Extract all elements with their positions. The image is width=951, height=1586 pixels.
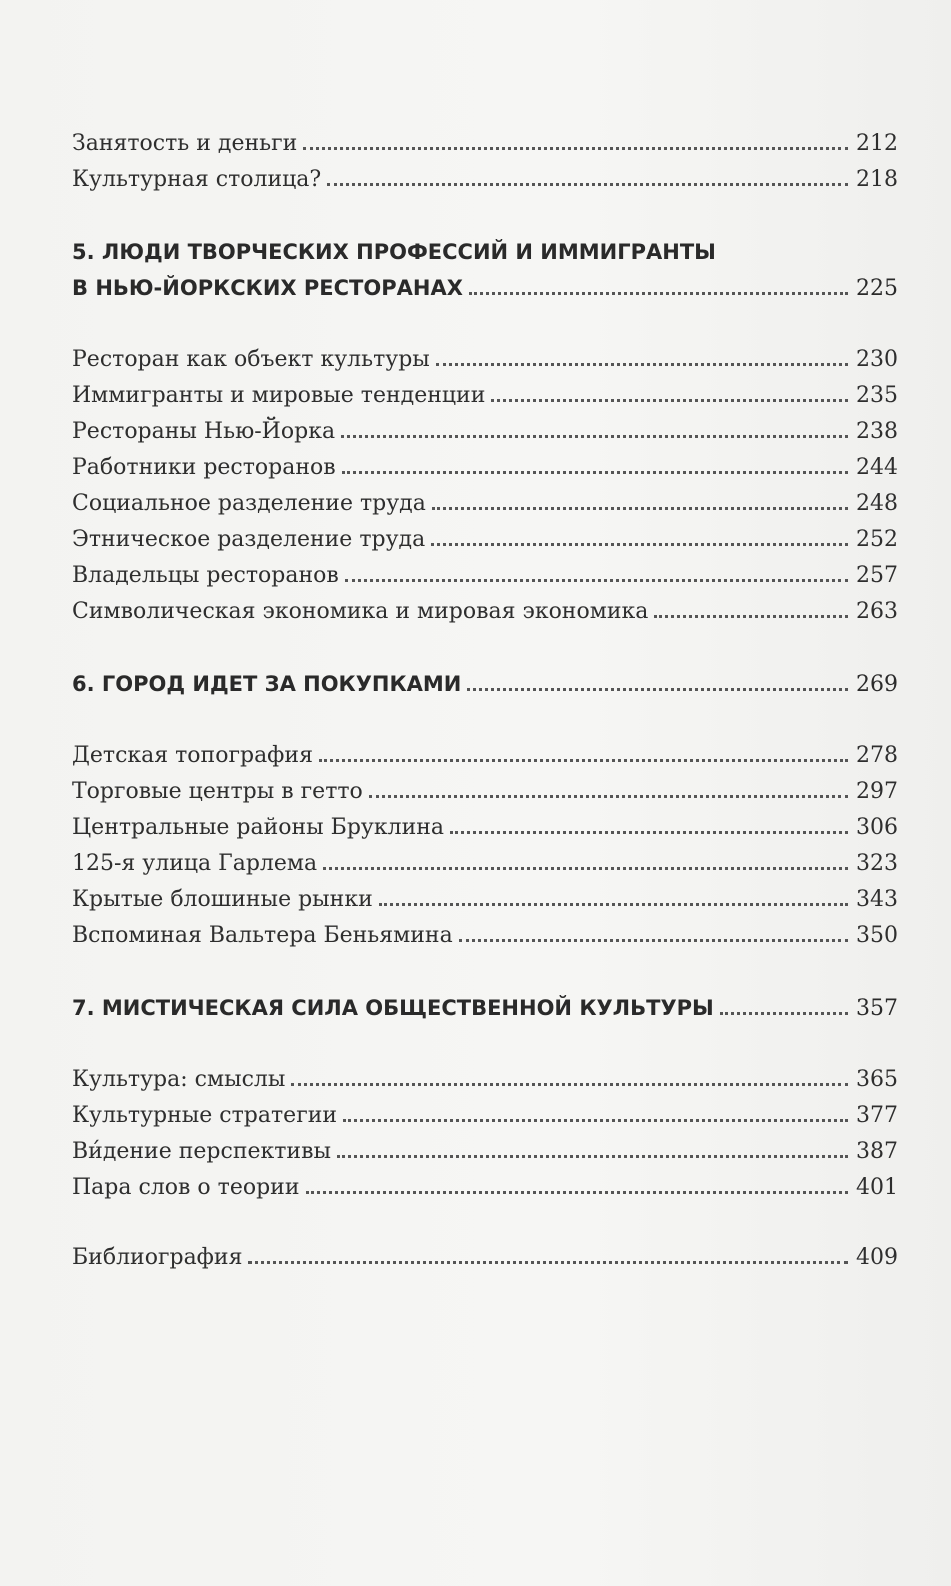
- toc-entry: [72, 1170, 898, 1206]
- toc-entry-page: 387: [856, 1139, 898, 1164]
- toc-entry-page: 306: [856, 815, 898, 840]
- toc-entry-title: Рестораны Нью-Йорка: [72, 419, 336, 444]
- toc-entry-page: 401: [856, 1175, 898, 1200]
- toc-entry: [72, 918, 898, 954]
- toc-entry: [72, 558, 898, 594]
- dot-leader: [431, 543, 848, 546]
- toc-entry-title: 125-я улица Гарлема: [72, 851, 318, 876]
- dot-leader: [306, 1191, 849, 1194]
- toc-entry-title: Занятость и деньги: [72, 131, 298, 156]
- chapter-5-heading-line-1: 5. ЛЮДИ ТВОРЧЕСКИХ ПРОФЕССИЙ И ИММИГРАНТЫ: [72, 240, 716, 264]
- toc-entry-title: Центральные районы Бруклина: [72, 815, 445, 840]
- dot-leader: [303, 147, 848, 150]
- chapter-5-page: 225: [856, 276, 898, 301]
- dot-leader: [491, 399, 848, 402]
- toc-entry-title: Культура: смыслы: [72, 1067, 286, 1092]
- table-of-contents: [72, 126, 898, 1276]
- toc-entry-title: Культурные стратегии: [72, 1103, 338, 1128]
- dot-leader: [341, 435, 848, 438]
- bibliography-page: 409: [856, 1245, 898, 1270]
- chapter-7-page: 357: [856, 996, 898, 1021]
- dot-leader: [342, 471, 848, 474]
- toc-entry: [72, 162, 898, 198]
- dot-leader: [654, 615, 848, 618]
- toc-entry-page: 297: [856, 779, 898, 804]
- toc-entry: [72, 1062, 898, 1098]
- toc-entry-title: Этническое разделение труда: [72, 527, 426, 552]
- toc-entry-title: Детская топография: [72, 743, 313, 768]
- dot-leader: [459, 939, 848, 942]
- toc-entry: [72, 450, 898, 486]
- toc-entry-page: 257: [856, 563, 898, 588]
- dot-leader: [345, 579, 848, 582]
- toc-entry-title: Крытые блошиные рынки: [72, 887, 373, 912]
- dot-leader: [469, 292, 848, 295]
- toc-entry-title: Вспоминая Вальтера Беньямина: [72, 923, 453, 948]
- toc-entry-page: 212: [856, 131, 898, 156]
- dot-leader: [343, 1119, 848, 1122]
- toc-entry-title: Владельцы ресторанов: [72, 563, 339, 588]
- chapter-7-title: 7. МИСТИЧЕСКАЯ СИЛА ОБЩЕСТВЕННОЙ КУЛЬТУРЫ: [72, 996, 714, 1020]
- dot-leader: [450, 831, 848, 834]
- toc-entry: [72, 882, 898, 918]
- bibliography-title: Библиография: [72, 1245, 243, 1270]
- toc-entry-page: 350: [856, 923, 898, 948]
- toc-entry: [72, 342, 898, 378]
- toc-entry-page: 377: [856, 1103, 898, 1128]
- chapter-5-heading: [72, 270, 898, 306]
- dot-leader: [319, 759, 848, 762]
- chapter-6-page: 269: [856, 672, 898, 697]
- toc-entry: [72, 1098, 898, 1134]
- toc-entry: [72, 486, 898, 522]
- toc-entry: [72, 126, 898, 162]
- toc-entry-title: Культурная столица?: [72, 167, 322, 192]
- toc-entry: [72, 846, 898, 882]
- toc-entry-page: 218: [856, 167, 898, 192]
- toc-entry: [72, 1134, 898, 1170]
- toc-entry-page: 343: [856, 887, 898, 912]
- toc-entry-title: Иммигранты и мировые тенденции: [72, 383, 486, 408]
- dot-leader: [369, 795, 848, 798]
- toc-entry-page: 244: [856, 455, 898, 480]
- toc-entry-title: Торговые центры в гетто: [72, 779, 363, 804]
- chapter-7-heading: [72, 990, 898, 1026]
- toc-entry-title: Социальное разделение труда: [72, 491, 426, 516]
- chapter-6-title: 6. ГОРОД ИДЕТ ЗА ПОКУПКАМИ: [72, 672, 462, 696]
- dot-leader: [337, 1155, 848, 1158]
- dot-leader: [436, 363, 848, 366]
- toc-entry-title: Ви́дение перспективы: [72, 1139, 331, 1164]
- toc-entry: [72, 378, 898, 414]
- toc-entry-title: Пара слов о теории: [72, 1175, 300, 1200]
- toc-entry-page: 248: [856, 491, 898, 516]
- toc-entry-page: 252: [856, 527, 898, 552]
- toc-entry: [72, 738, 898, 774]
- toc-entry: [72, 810, 898, 846]
- dot-leader: [291, 1083, 848, 1086]
- toc-entry-title: Символическая экономика и мировая экономика: [72, 599, 649, 624]
- dot-leader: [467, 688, 848, 691]
- toc-entry-page: 323: [856, 851, 898, 876]
- toc-entry-page: 238: [856, 419, 898, 444]
- dot-leader: [323, 867, 848, 870]
- dot-leader: [379, 903, 848, 906]
- toc-entry-bibliography: [72, 1240, 898, 1276]
- dot-leader: [720, 1012, 848, 1015]
- toc-entry-page: 235: [856, 383, 898, 408]
- toc-entry-page: 278: [856, 743, 898, 768]
- chapter-6-heading: [72, 666, 898, 702]
- toc-entry: [72, 522, 898, 558]
- toc-entry-title: Работники ресторанов: [72, 455, 336, 480]
- dot-leader: [327, 183, 848, 186]
- dot-leader: [248, 1261, 848, 1264]
- toc-entry: [72, 594, 898, 630]
- toc-entry-page: 263: [856, 599, 898, 624]
- chapter-5-heading-line-2: В НЬЮ-ЙОРКСКИХ РЕСТОРАНАХ: [72, 276, 463, 300]
- toc-entry: [72, 414, 898, 450]
- toc-entry-page: 365: [856, 1067, 898, 1092]
- toc-entry: [72, 774, 898, 810]
- toc-entry-page: 230: [856, 347, 898, 372]
- dot-leader: [432, 507, 848, 510]
- toc-entry-title: Ресторан как объект культуры: [72, 347, 430, 372]
